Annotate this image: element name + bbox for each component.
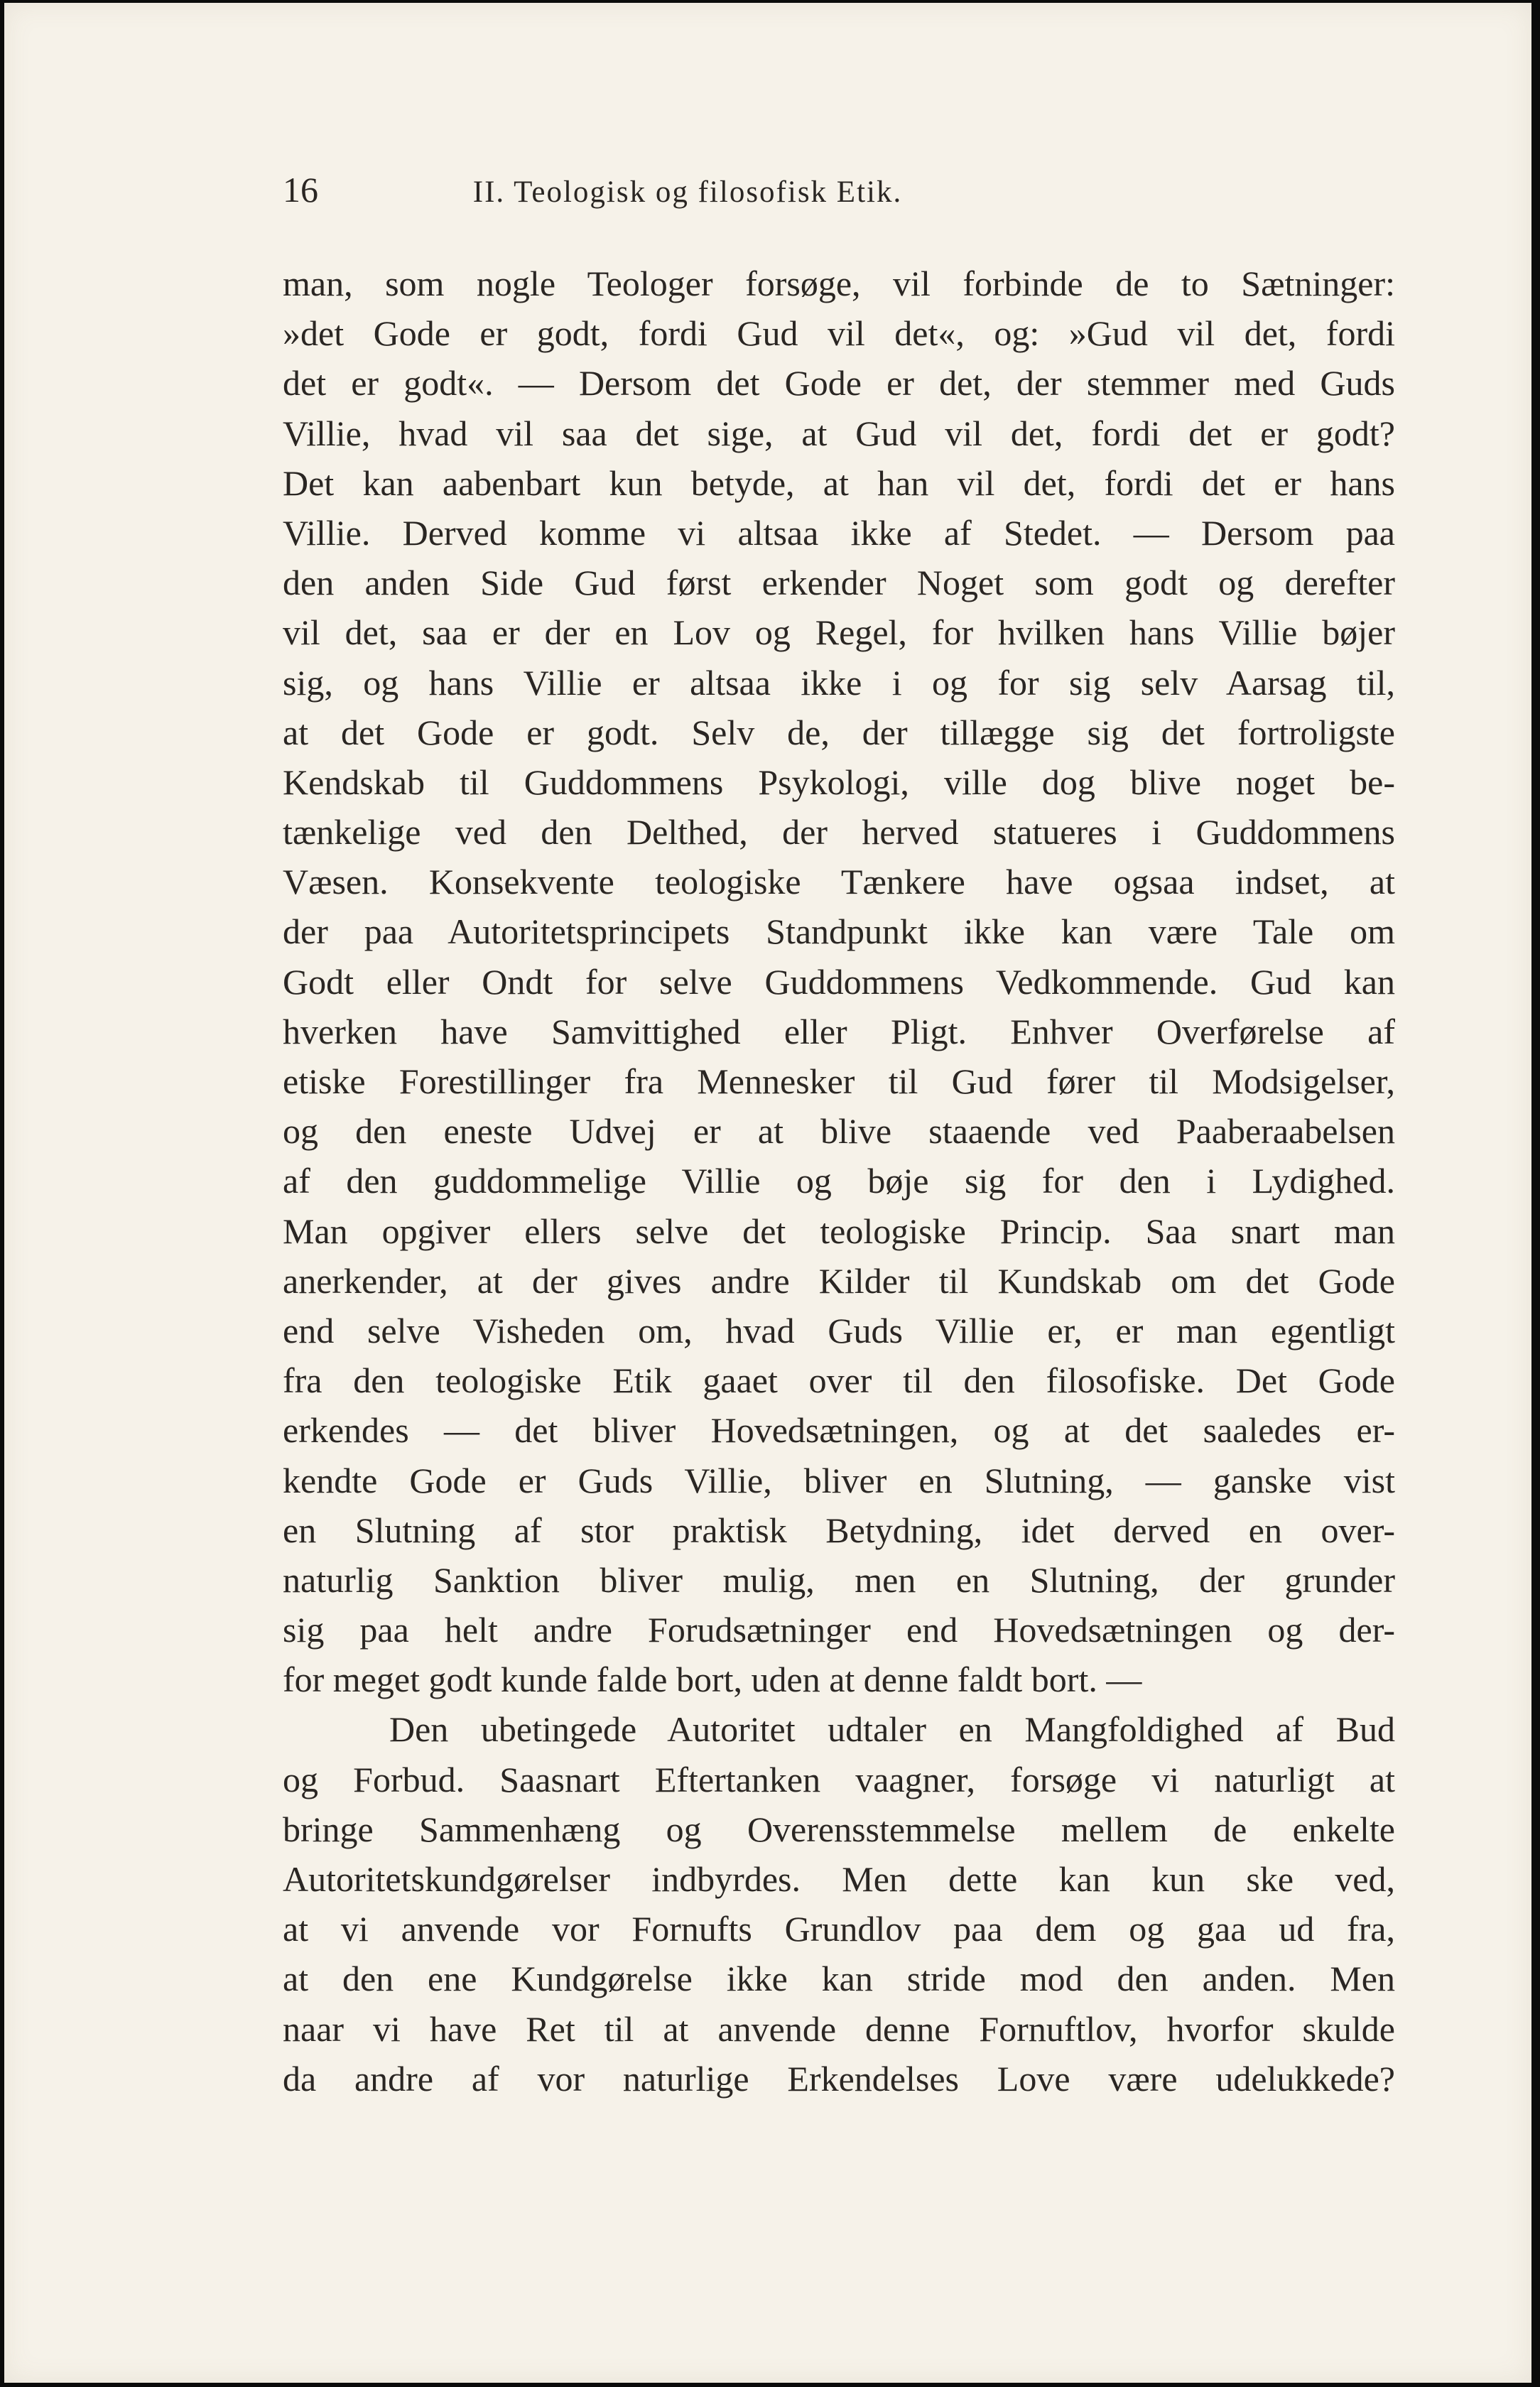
text-line: sig, og hans Villie er altsaa ikke i og for sig selv Aarsag til, (283, 662, 1395, 703)
text-line: bringe Sammenhæng og Overensstemmelse mellem de enkelte (283, 1809, 1395, 1849)
page-header (283, 165, 1092, 215)
text-line: naturlig Sanktion bliver mulig, men en Slutning, der grunder (283, 1559, 1395, 1600)
text-line: anerkender, at der gives andre Kilder til Kundskab om det Gode (283, 1260, 1395, 1301)
text-line: en Slutning af stor praktisk Betydning, idet derved en over- (283, 1510, 1395, 1550)
text-line: at den ene Kundgørelse ikke kan stride mod den anden. Men (283, 1959, 1395, 1999)
text-line: Villie, hvad vil saa det sige, at Gud vil det, fordi det er godt? (283, 413, 1395, 453)
text-line: fra den teologiske Etik gaaet over til den filosofiske. Det Gode (283, 1360, 1395, 1401)
body-text (283, 259, 1395, 2104)
running-title: II. Teologisk og filosofisk Etik. (472, 175, 903, 209)
text-line: man, som nogle Teologer forsøge, vil forbinde de to Sætninger: (283, 264, 1395, 303)
text-line: »det Gode er godt, fordi Gud vil det«, og: »Gud vil det, fordi (283, 313, 1395, 354)
text-line: Det kan aabenbart kun betyde, at han vil det, fordi det er hans (283, 462, 1395, 503)
text-line: Villie. Derved komme vi altsaa ikke af Stedet. — Dersom paa (283, 512, 1395, 553)
text-line: Autoritetskundgørelser indbyrdes. Men dette kan kun ske ved, (283, 1859, 1395, 1899)
text-line: kendte Gode er Guds Villie, bliver en Slutning, — ganske vist (283, 1460, 1395, 1500)
text-line: naar vi have Ret til at anvende denne Fornuftlov, hvorfor skulde (283, 2008, 1395, 2049)
text-line: Godt eller Ondt for selve Guddommens Vedkommende. Gud kan (283, 961, 1395, 1002)
text-line: Man opgiver ellers selve det teologiske Princip. Saa snart man (283, 1211, 1395, 1251)
text-line: vil det, saa er der en Lov og Regel, for hvilken hans Villie bøjer (283, 612, 1395, 653)
page-number: 16 (283, 170, 318, 210)
text-line: Kendskab til Guddommens Psykologi, ville dog blive noget be- (283, 762, 1395, 802)
text-line: Den ubetingede Autoritet udtaler en Mangfoldighed af Bud (389, 1709, 1395, 1750)
text-line: at det Gode er godt. Selv de, der tillægge sig det fortroligste (283, 712, 1395, 752)
text-line: Væsen. Konsekvente teologiske Tænkere have ogsaa indset, at (283, 862, 1395, 902)
text-line: at vi anvende vor Fornufts Grundlov paa dem og gaa ud fra, (283, 1909, 1395, 1949)
text-line: end selve Visheden om, hvad Guds Villie er, er man egentligt (283, 1310, 1395, 1351)
text-line: for meget godt kunde falde bort, uden at denne faldt bort. — (283, 1660, 1142, 1700)
text-line: det er godt«. — Dersom det Gode er det, der stemmer med Guds (283, 363, 1395, 404)
text-line: der paa Autoritetsprincipets Standpunkt ikke kan være Tale om (283, 911, 1395, 952)
text-line: af den guddommelige Villie og bøje sig for den i Lydighed. (283, 1161, 1395, 1201)
text-line: erkendes — det bliver Hovedsætningen, og at det saaledes er- (283, 1410, 1395, 1451)
text-line: den anden Side Gud først erkender Noget som godt og derefter (283, 563, 1395, 603)
text-line: etiske Forestillinger fra Mennesker til Gud fører til Modsigelser, (283, 1061, 1395, 1101)
text-line: og Forbud. Saasnart Eftertanken vaagner, forsøge vi naturligt at (283, 1759, 1395, 1799)
text-line: sig paa helt andre Forudsætninger end Hovedsætningen og der- (283, 1610, 1395, 1650)
text-line: hverken have Samvittighed eller Pligt. Enhver Overførelse af (283, 1011, 1395, 1051)
book-page (4, 3, 1531, 2383)
text-line: da andre af vor naturlige Erkendelses Love være udelukkede? (283, 2058, 1395, 2099)
text-line: og den eneste Udvej er at blive staaende ved Paaberaabelsen (283, 1111, 1395, 1152)
text-line: tænkelige ved den Delthed, der herved statueres i Guddommens (283, 812, 1395, 852)
